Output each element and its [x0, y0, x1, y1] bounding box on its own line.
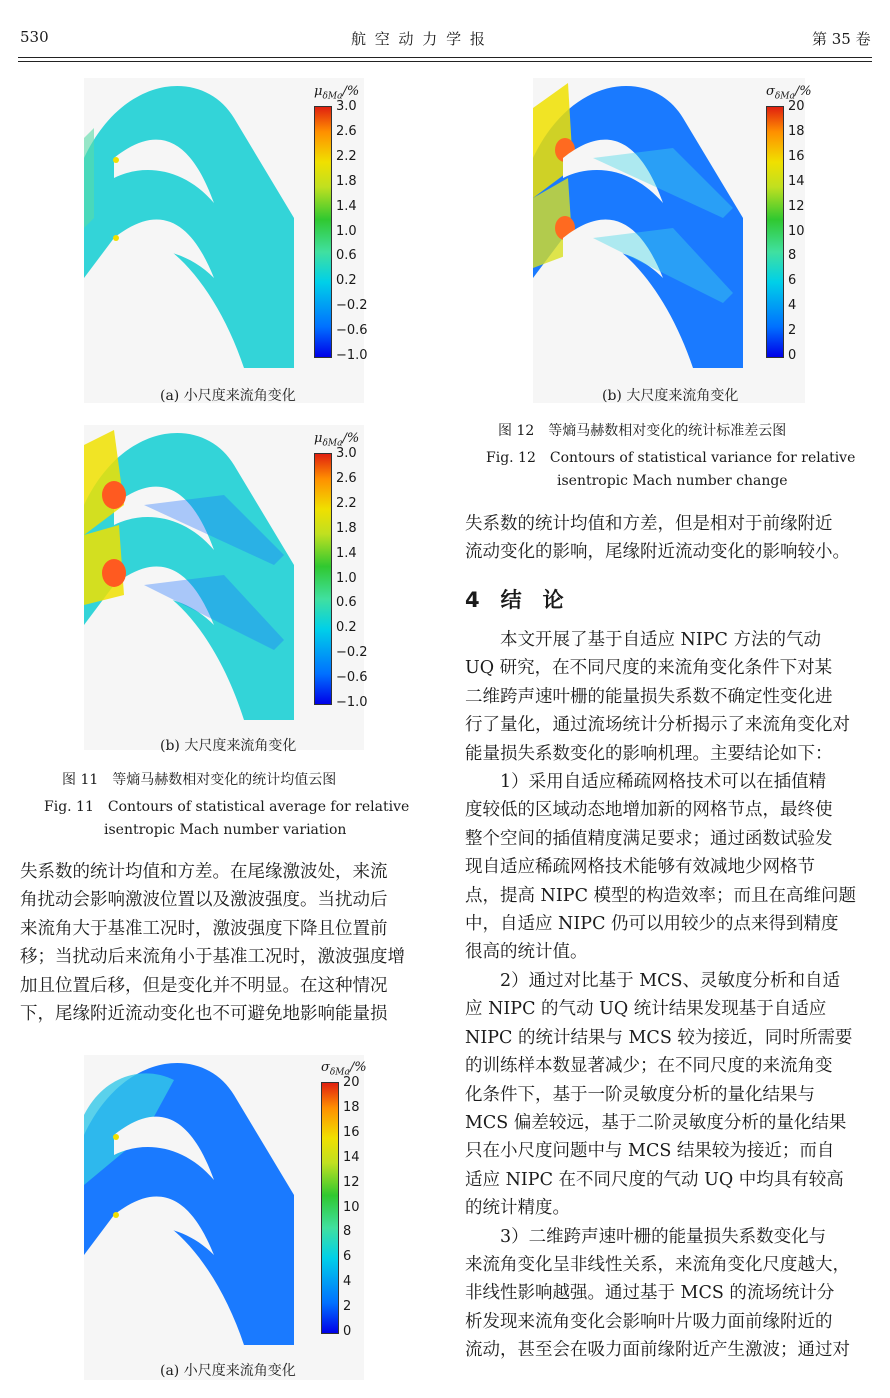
colorbar-tick-label: 0.2 — [336, 620, 357, 636]
section-heading: 4 结 论 — [465, 588, 564, 612]
text-line: 3）二维跨声速叶栅的能量损失系数变化与 — [500, 1226, 827, 1247]
colorbar-tick-label: 2.6 — [336, 470, 357, 486]
colorbar-tick-label: −1.0 — [336, 348, 368, 363]
colorbar-tick-label: 16 — [788, 148, 805, 164]
colorbar-tick-label: 2 — [788, 323, 797, 339]
header-rule-thin — [18, 61, 872, 62]
text-line: 只在小尺度问题中与 MCS 结果较为接近；而自 — [465, 1141, 835, 1162]
text-line: NIPC 的统计结果与 MCS 较为接近，同时所需要 — [465, 1027, 853, 1048]
colorbar-tick-label: 4 — [788, 298, 797, 314]
colorbar-subscript: δMa — [322, 91, 343, 102]
left-paragraph — [20, 858, 425, 1028]
colorbar-unit: /% — [349, 1060, 367, 1075]
colorbar-tick-label: 2.6 — [336, 123, 357, 139]
text-line: 本文开展了基于自适应 NIPC 方法的气动 — [500, 630, 822, 650]
subcaption-11b: (b) 大尺度来流角变化 — [160, 738, 297, 754]
text-line: 应 NIPC 的气动 UQ 统计结果发现基于自适应 — [465, 999, 827, 1020]
right-paragraph-top — [465, 510, 871, 567]
colorbar-title: σ — [766, 84, 775, 99]
colorbar-tick-label: −0.2 — [336, 298, 368, 314]
text-line: 行了量化，通过流场统计分析揭示了来流角变化对 — [465, 715, 850, 736]
colorbar-title: μ — [314, 84, 323, 99]
text-line: 点，提高 NIPC 模型的构造效率；而且在高维问题 — [465, 885, 857, 906]
colorbar-tick-label: 20 — [343, 1075, 360, 1090]
colorbar-tick-label: −1.0 — [336, 695, 368, 710]
text-line: 非线性影响越强。通过基于 MCS 的流场统计分 — [465, 1283, 835, 1304]
figure-12-caption-en-1: Fig. 12 Contours of statistical variance for relative — [486, 450, 856, 466]
colorbar-tick-label: 1.8 — [336, 520, 357, 536]
page-number: 530 — [20, 28, 49, 46]
subcaption-11a: (a) 小尺度来流角变化 — [160, 388, 296, 404]
colorbar-tick-label: 6 — [788, 273, 797, 289]
text-line: UQ 研究，在不同尺度的来流角变化条件下对某 — [465, 658, 833, 679]
text-line: 失系数的统计均值和方差。在尾缘激波处，来流 — [20, 862, 388, 882]
colorbar-tick-label: 1.4 — [336, 545, 357, 561]
text-line: 1）采用自适应稀疏网格技术可以在插值精 — [500, 772, 827, 793]
text-line: 的训练样本数显著减少；在不同尺度的来流角变 — [465, 1056, 833, 1077]
text-line: MCS 偏差较远，基于二阶灵敏度分析的量化结果 — [465, 1112, 847, 1133]
colorbar-tick-label: 0 — [343, 1324, 352, 1339]
colorbar-subscript: δMa — [774, 91, 795, 102]
colorbar-tick-label: 1.8 — [336, 173, 357, 189]
colorbar-subscript: δMa — [329, 1067, 350, 1078]
colorbar-tick-label: 2.2 — [336, 148, 357, 164]
colorbar-tick-label: 4 — [343, 1274, 352, 1290]
text-line: 流动，甚至会在吸力面前缘附近产生激波；通过对 — [465, 1340, 850, 1361]
text-line: 移；当扰动后来流角小于基准工况时，激波强度增 — [20, 947, 405, 968]
colorbar-subscript: δMa — [322, 438, 343, 449]
text-line: 能量损失系数变化的影响机理。主要结论如下： — [465, 743, 833, 764]
volume-label: 第 35 卷 — [812, 30, 871, 48]
colorbar-tick-label: 18 — [343, 1099, 360, 1115]
text-line: 析发现来流角变化会影响叶片吸力面前缘附近的 — [465, 1311, 833, 1332]
text-line: 化条件下，基于一阶灵敏度分析的量化结果与 — [465, 1084, 815, 1105]
figure-11-caption-en-2: isentropic Mach number variation — [104, 822, 347, 838]
text-line: 整个空间的插值精度满足要求；通过函数试验发 — [465, 828, 833, 849]
text-line: 来流角大于基准工况时，激波强度下降且位置前 — [20, 918, 388, 939]
figure-12b-panel — [533, 78, 805, 403]
colorbar-tick-label: 20 — [788, 99, 805, 114]
text-line: 角扰动会影响激波位置以及激波强度。当扰动后 — [20, 890, 388, 911]
figure-12-caption-en-2: isentropic Mach number change — [557, 473, 788, 489]
colorbar-title: μ — [314, 431, 323, 446]
colorbar-tick-label: 18 — [788, 123, 805, 139]
colorbar-tick-label: 0 — [788, 348, 797, 363]
colorbar-tick-label: 10 — [343, 1199, 360, 1215]
text-line: 中，自适应 NIPC 仍可以用较少的点来得到精度 — [465, 914, 839, 935]
subcaption-12a: (a) 小尺度来流角变化 — [160, 1363, 296, 1379]
colorbar-tick-label: 3.0 — [336, 446, 357, 461]
colorbar-unit: /% — [794, 84, 812, 99]
text-line: 来流角变化呈非线性关系，来流角变化尺度越大， — [465, 1254, 850, 1275]
colorbar-tick-label: 12 — [343, 1174, 360, 1190]
colorbar-tick-label: −0.6 — [336, 323, 368, 339]
colorbar-unit: /% — [342, 431, 360, 446]
colorbar-tick-label: 2 — [343, 1299, 352, 1315]
colorbar-tick-label: 0.2 — [336, 273, 357, 289]
journal-title: 航 空 动 力 学 报 — [351, 30, 487, 48]
colorbar-tick-label: 8 — [343, 1224, 352, 1240]
colorbar-tick-label: 0.6 — [336, 595, 357, 611]
text-line: 适应 NIPC 在不同尺度的气动 UQ 中均具有较高 — [465, 1169, 844, 1190]
text-line: 失系数的统计均值和方差，但是相对于前缘附近 — [465, 514, 833, 534]
subcaption-12b: (b) 大尺度来流角变化 — [602, 388, 739, 404]
colorbar-tick-label: 10 — [788, 223, 805, 239]
text-line: 度较低的区域动态地增加新的网格节点，最终使 — [465, 800, 833, 821]
text-line: 加且位置后移，但是变化并不明显。在这种情况 — [20, 975, 388, 996]
colorbar-tick-label: 0.6 — [336, 248, 357, 264]
figure-12-caption-cn: 图 12 等熵马赫数相对变化的统计标准差云图 — [498, 423, 787, 439]
right-paragraph-body — [465, 626, 871, 1365]
text-line: 现自适应稀疏网格技术能够有效减地少网格节 — [465, 857, 815, 878]
colorbar-tick-label: 12 — [788, 198, 805, 214]
colorbar-tick-label: −0.6 — [336, 670, 368, 686]
colorbar-tick-label: 16 — [343, 1124, 360, 1140]
text-line: 2）通过对比基于 MCS、灵敏度分析和自适 — [500, 970, 840, 991]
header-rule-thick — [18, 57, 872, 58]
colorbar-tick-label: 14 — [343, 1149, 360, 1165]
colorbar-tick-label: 14 — [788, 173, 805, 189]
colorbar-tick-label: 3.0 — [336, 99, 357, 114]
colorbar-tick-label: 8 — [788, 248, 797, 264]
colorbar-tick-label: 2.2 — [336, 495, 357, 511]
text-line: 下，尾缘附近流动变化也不可避免地影响能量损 — [20, 1004, 388, 1025]
colorbar-tick-label: 6 — [343, 1249, 352, 1265]
text-line: 的统计精度。 — [465, 1198, 570, 1219]
colorbar-tick-label: 1.0 — [336, 570, 357, 586]
text-line: 流动变化的影响，尾缘附近流动变化的影响较小。 — [465, 542, 850, 563]
text-line: 二维跨声速叶栅的能量损失系数不确定性变化进 — [465, 686, 833, 707]
colorbar-unit: /% — [342, 84, 360, 99]
contour-plot-12b — [533, 78, 805, 403]
colorbar-tick-label: 1.4 — [336, 198, 357, 214]
colorbar-tick-label: −0.2 — [336, 645, 368, 661]
figure-11-caption-cn: 图 11 等熵马赫数相对变化的统计均值云图 — [62, 772, 337, 788]
figure-11-caption-en-1: Fig. 11 Contours of statistical average for relative — [44, 799, 410, 815]
colorbar-title: σ — [321, 1060, 330, 1075]
colorbar-tick-label: 1.0 — [336, 223, 357, 239]
text-line: 很高的统计值。 — [465, 942, 588, 963]
